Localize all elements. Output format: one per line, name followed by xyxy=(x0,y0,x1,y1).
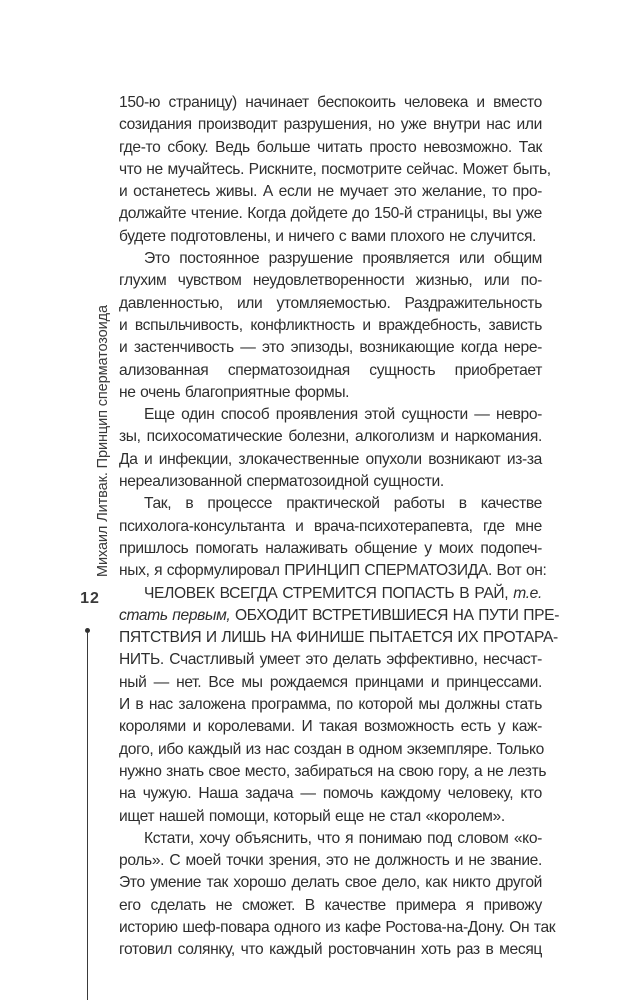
text-line: будете подготовлены, и ничего с вами плохого не случится. xyxy=(119,227,537,245)
text-line: пришлось помогать налаживать общение у моих подопеч- xyxy=(119,539,542,557)
text-line: на чужую. Наша задача — помочь каждому человеку, кто xyxy=(119,785,542,803)
paragraph xyxy=(119,248,542,404)
text-line: глухим чувством неудовлетворенности жизнью, или по- xyxy=(119,272,542,290)
text-line: Это умение так хорошо делать свое дело, как никто другой xyxy=(119,874,542,892)
text-line: готовил солянку, что каждый ростовчанин хоть раз в месяц xyxy=(119,941,542,959)
text-line: и останетесь живы. А если не мучает это желание, то про- xyxy=(119,183,542,201)
text-line: его сделать не сможет. В качестве примера я привожу xyxy=(119,896,542,914)
text-line: где-то сбоку. Ведь больше читать просто невозможно. Так xyxy=(119,138,542,156)
text-line: должайте чтение. Когда дойдете до 150-й страницы, вы уже xyxy=(119,205,542,223)
text-line: Еще один способ проявления этой сущности — невро- xyxy=(144,406,542,424)
text-line: Да и инфекции, злокачественные опухоли возникают из-за xyxy=(119,450,542,468)
text-line: ных, я сформулировал ПРИНЦИП СПЕРМАТОЗИДА. Вот он: xyxy=(119,562,547,580)
text-line: ализованная сперматозоидная сущность приобретает xyxy=(119,361,542,379)
running-head: Михаил Литвак. Принцип сперматозоида xyxy=(95,305,111,577)
text-line: и вспыльчивость, конфликтность и враждебность, зависть xyxy=(119,316,542,334)
page-number: 12 xyxy=(80,590,100,607)
text-line: И в нас заложена программа, по которой мы должны стать xyxy=(119,696,542,714)
body-text xyxy=(119,92,560,962)
text-line: историю шеф-повара одного из кафе Ростова-на-Дону. Он так xyxy=(119,918,556,936)
text-line: дого, ибо каждый из нас создан в одном экземпляре. Только xyxy=(119,740,544,758)
text-line: нереализованной сперматозоидной сущности. xyxy=(119,473,444,491)
text-line: ЧЕЛОВЕК ВСЕГДА СТРЕМИТСЯ ПОПАСТЬ В РАЙ, т.е. xyxy=(144,584,542,602)
text-line: зы, психосоматические болезни, алкоголизм и наркомания. xyxy=(119,428,542,446)
text-line: ищет нашей помощи, который еще не стал «королем». xyxy=(119,807,505,825)
text-line: НИТЬ. Счастливый умеет это делать эффективно, несчаст- xyxy=(119,651,542,669)
text-line: роль». С моей точки зрения, это не должность и не звание. xyxy=(119,852,542,870)
text-line: и застенчивость — это эпизоды, возникающие когда нере- xyxy=(119,339,542,357)
paragraph xyxy=(119,92,551,248)
paragraph xyxy=(119,828,556,962)
text-line: Это постоянное разрушение проявляется или общим xyxy=(144,250,542,268)
text-line: стать первым, ОБХОДИТ ВСТРЕТИВШИЕСЯ НА ПУТИ ПРЕ- xyxy=(119,606,560,624)
paragraph xyxy=(119,493,547,582)
text-line: нужно знать свое место, забираться на свою гору, а не лезть xyxy=(119,762,547,780)
text-line: королями и королевами. И такая возможность есть у каж- xyxy=(119,718,542,736)
text-line: ный — нет. Все мы рождаемся принцами и принцессами. xyxy=(119,673,542,691)
text-line: не очень благоприятные формы. xyxy=(119,383,350,401)
text-line: 150-ю страницу) начинает беспокоить человека и вместо xyxy=(119,94,542,111)
text-line: созидания производит разрушения, но уже внутри нас или xyxy=(119,116,542,134)
text-line: Так, в процессе практической работы в качестве xyxy=(144,495,542,513)
text-line: что не мучайтесь. Рискните, посмотрите сейчас. Может быть, xyxy=(119,160,551,178)
paragraph xyxy=(119,583,560,828)
text-line: Кстати, хочу объяснить, что я понимаю под словом «ко- xyxy=(144,829,542,847)
text-line: психолога-консультанта и врача-психотерапевта, где мне xyxy=(119,517,542,535)
paragraph xyxy=(119,404,542,493)
text-line: ПЯТСТВИЯ И ЛИШЬ НА ФИНИШЕ ПЫТАЕТСЯ ИХ ПРОТАРА- xyxy=(119,629,558,647)
margin-rule-line xyxy=(87,632,88,1000)
text-line: давленностью, или утомляемостью. Раздражительность xyxy=(119,294,542,312)
